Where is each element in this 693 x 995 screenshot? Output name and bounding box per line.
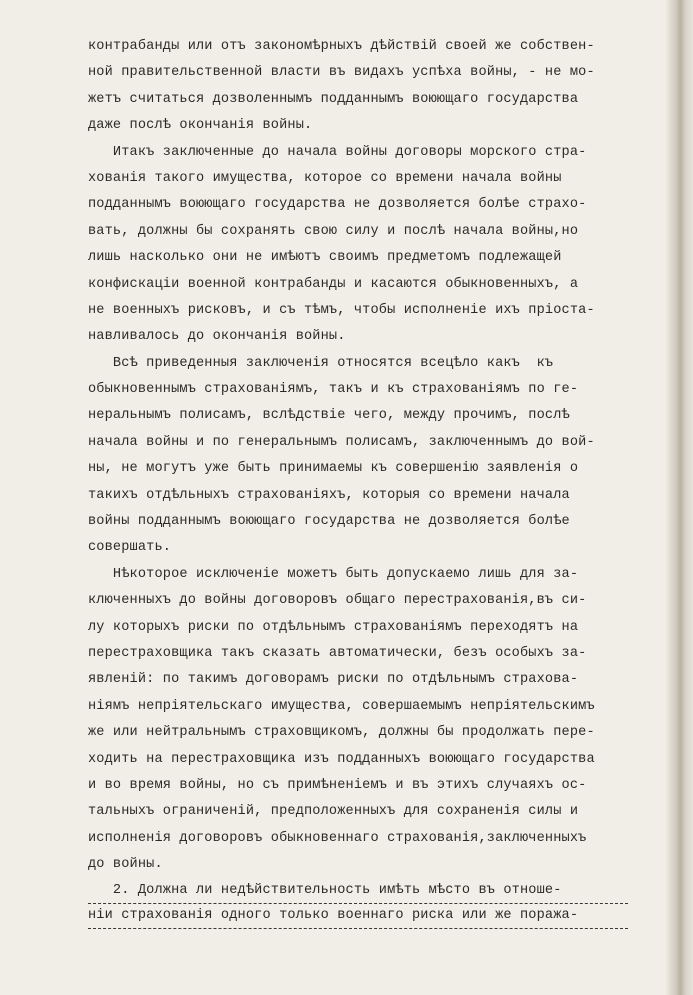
text-line: ходить на перестраховщика изъ подданныхъ воюющаго государства [88, 751, 595, 767]
text-line: хованiя такого имущества, которое со времени начала войны [88, 170, 562, 186]
page-edge-shadow [665, 0, 693, 995]
text-line: даже послѣ окончанiя войны. [88, 118, 313, 134]
text-line: лу которыхъ риски по отдѣльнымъ страхованiямъ переходятъ на [88, 619, 579, 635]
text-line: контрабанды или отъ закономѣрныхъ дѣйствiй своей же собствен- [88, 39, 595, 54]
text-line: навливалось до окончанiя войны. [88, 329, 346, 345]
text-line: перестраховщика такъ сказать автоматически, безъ особыхъ за- [88, 645, 587, 661]
text-line: войны подданнымъ воюющаго государства не дозволяется болѣе [88, 514, 570, 530]
text-line: конфискацiи военной контрабанды и касаются обыкновенныхъ, а [88, 276, 579, 292]
typewritten-text [88, 34, 628, 929]
text-line: подданнымъ воюющаго государства не дозволяется болѣе страхо- [88, 197, 587, 213]
text-line: же или нейтральнымъ страховщикомъ, должны бы продолжать пере- [88, 725, 595, 741]
text-line: ной правительственной власти въ видахъ успѣха войны, - не мо- [88, 65, 595, 81]
text-line: и во время войны, но съ примѣненiемъ и въ этихъ случаяхъ ос- [88, 777, 587, 793]
text-line: такихъ отдѣльныхъ страхованiяхъ, которыя со времени начала [88, 487, 570, 503]
underlined-question-line: 2. Должна ли недѣйствительность имѣть мѣсто въ отноше- [88, 879, 628, 904]
text-line: неральнымъ полисамъ, вслѣдствiе чего, между прочимъ, послѣ [88, 408, 570, 424]
underlined-question-line: нiи страхованiя одного только военнаго риска или же поража- [88, 904, 628, 929]
text-line: Итакъ заключенные до начала войны договоры морского стра- [88, 144, 587, 160]
text-line: Всѣ приведенныя заключенiя относятся всецѣло какъ къ [88, 355, 554, 371]
text-line: вать, должны бы сохранять свою силу и послѣ начала войны,но [88, 223, 579, 239]
text-line: жетъ считаться дозволеннымъ подданнымъ воюющаго государства [88, 91, 579, 107]
text-line: явленiй: по такимъ договорамъ риски по отдѣльнымъ страхова- [88, 672, 579, 688]
text-line: не военныхъ рисковъ, и съ тѣмъ, чтобы исполненiе ихъ прiоста- [88, 302, 595, 318]
text-line: совершать. [88, 540, 172, 556]
text-line: до войны. [88, 857, 163, 873]
text-line: тальныхъ ограниченiй, предположенныхъ для сохраненiя силы и [88, 804, 579, 820]
text-line: лишь насколько они не имѣютъ своимъ предметомъ подлежащей [88, 250, 562, 266]
text-line: ключенныхъ до войны договоровъ общаго перестрахованiя,въ си- [88, 593, 587, 609]
text-line: ны, не могутъ уже быть принимаемы къ совершенiю заявленiя о [88, 461, 579, 477]
text-line: Нѣкоторое исключенiе можетъ быть допускаемо лишь для за- [88, 566, 579, 582]
text-line: исполненiя договоровъ обыкновеннаго страхованiя,заключенныхъ [88, 830, 587, 846]
text-line: начала войны и по генеральнымъ полисамъ, заключеннымъ до вой- [88, 434, 595, 450]
text-line: нiямъ непрiятельскаго имущества, совершаемымъ непрiятельскимъ [88, 698, 595, 714]
text-line: обыкновеннымъ страхованiямъ, такъ и къ страхованiямъ по ге- [88, 382, 579, 398]
